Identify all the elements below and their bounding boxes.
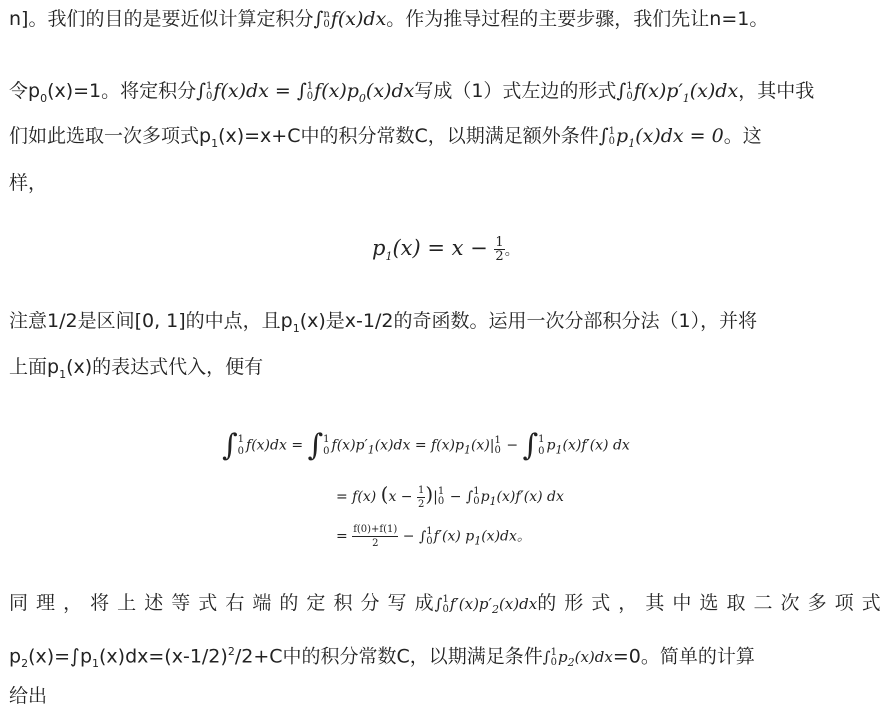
- paragraph-3: 注意1/2是区间[0, 1]的中点，且$p_1(x)$是x-1/2的奇函数。运用一次分部积分法（1），并将: [9, 310, 758, 335]
- paragraph-4-line-2: $p_2(x)=\int p_1(x)dx=(x-1/2)^2/2+C$中的积分常数C，以期满足条件∫ 1 0 $p_2(x)dx=0$。简单的计算: [9, 645, 755, 671]
- paragraph-1: n]。我们的目的是要近似计算定积分∫ n 0 f(x)dx。作为推导过程的主要步骤，我们先让n=1。: [9, 8, 769, 30]
- equation-line-1: ∫ 1 0 f(x)dx = ∫ 1 0 $f(x)p'_1(x)dx = f(x)p_1(x)|$ 1 0 − ∫ 1 0 $p_1(x)f'(x)$ dx: [222, 428, 630, 463]
- integral-expression: ∫ 1 0 $f'(x)p'_2(x)dx$: [434, 594, 538, 616]
- equation-line-2: = f(x) (x − $\frac{1}{2}$ )| 1 0 − ∫ 1 0 $p_1(x)f'(x)$ dx: [336, 482, 564, 510]
- integral-expression: ∫ n 0 f(x)dx: [313, 8, 387, 30]
- paragraph-2: 令$p_0(x)=1$。将定积分∫ 1 0 f(x)dx = ∫ 1 0 $f(x)p_0(x)dx$写成（1）式左边的形式∫ 1 0 $f(x)p'_1(x)dx$，其中我: [9, 80, 815, 105]
- integral-expression: ∫ 1 0 $f(x)p'_1(x)dx$: [616, 80, 739, 105]
- paragraph-4: 同 理 ， 将 上 述 等 式 右 端 的 定 积 分 写 成∫ 1 0 $f'(x)p'_2(x)dx$的 形 式 ， 其 中 选 取 二 次 多 项 式: [9, 592, 882, 616]
- integral-expression: ∫ 1 0 $p_1(x)dx = 0$: [598, 125, 724, 150]
- paragraph-2-line-2: 们如此选取一次多项式$p_1(x)=x+C$中的积分常数C，以期满足额外条件∫ 1 0 $p_1(x)dx = 0$。这: [9, 125, 762, 150]
- paragraph-3-line-2: 上面$p_1(x)$的表达式代入，便有: [9, 356, 264, 381]
- integral-expression: ∫ 1 0 f(x)dx = ∫ 1 0 $f(x)p_0(x)dx$: [196, 80, 415, 105]
- equation-p1: $p_1(x) = x$ − $\frac{1}{2}$ 。: [372, 235, 519, 264]
- equation-line-3: = $\frac{f(0)+f(1)}{2}$ − ∫ 1 0 f′(x) $p_1(x)dx$。: [336, 524, 531, 549]
- integral-expression: ∫ 1 0 $p_2(x)dx$: [542, 647, 613, 670]
- paragraph-2-line-3: 样，: [9, 172, 48, 194]
- paragraph-4-line-3: 给出: [9, 685, 48, 707]
